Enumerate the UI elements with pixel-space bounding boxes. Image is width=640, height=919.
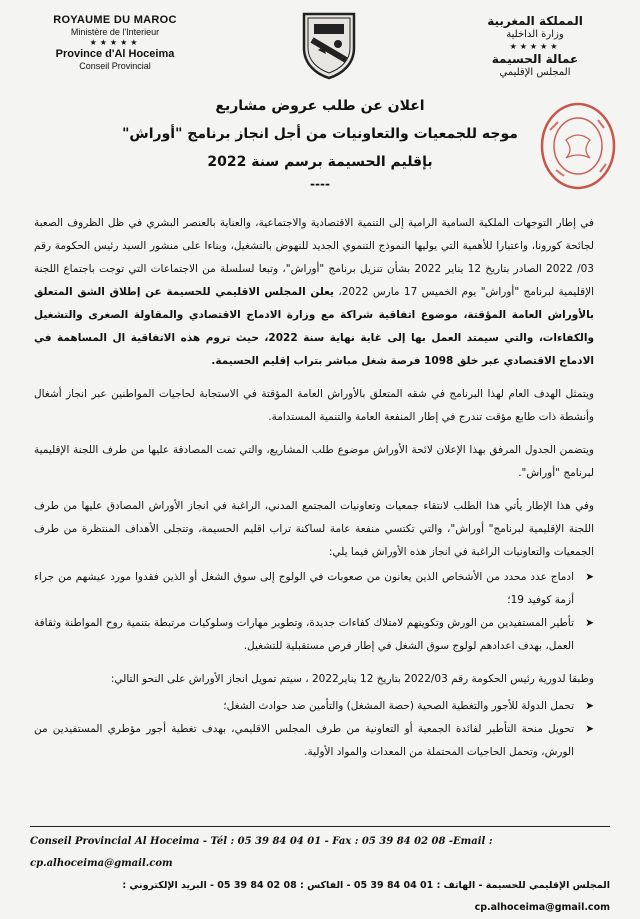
title-line-3: بإقليم الحسيمة برسم سنة 2022 [207, 154, 433, 170]
title-line-1: اعلان عن طلب عروض مشاريع [215, 98, 425, 114]
paragraph-1-normal: في إطار التوجهات الملكية السامية الرامية إلى التنمية الاقتصادية والاجتماعية، والعناية بالعنصر البشري في ظل الظروف الصعبة لجائحة كورونا، واعتبارا للأهمية التي يوليها النموذج التنموي الجديد للنهوض بالتشغيل، وبناءا على منشور السيد رئيس الحكومة رقم 03/ 2022 الصادر بتاريخ 12 يناير 2022 بشأن تنزيل برنامج "أوراش"، وتبعا لسلسلة من الاجتماعات التي توجت باجتماع اللجنة الإقليمية لبرنامج "أوراش" يوم الخميس 17 مارس 2022، [34, 217, 594, 298]
objectives-list [34, 566, 594, 658]
footer-line-french: Conseil Provincial Al Hoceima - Tél : 05 39 84 04 01 - Fax : 05 39 84 02 08 -Email : cp.alhoceima@gmail.com [30, 836, 493, 869]
paragraph-3: ويتضمن الجدول المرفق بهذا الإعلان لائحة الأوراش موضوع طلب المشاريع، والتي تمت المصادقة عليها من طرف اللجنة الإقليمية لبرنامج "أوراش". [34, 444, 594, 479]
footer-contact [30, 826, 610, 919]
list-item [34, 718, 594, 764]
list-item-text: تحمل الدولة للأجور والتغطية الصحية (حصة المشغل) والتأمين ضد حوادث الشغل؛ [223, 700, 574, 712]
arrow-icon: ➤ [585, 700, 594, 712]
title-line-2: موجه للجمعيات والتعاونيات من أجل انجاز برنامج "أوراش" [122, 126, 518, 142]
arrow-icon: ➤ [585, 571, 594, 583]
stars-fr: ★★★★★ [89, 37, 141, 47]
paragraph-4: وفي هذا الإطار يأتي هذا الطلب لانتقاء جمعيات وتعاونيات المجتمع المدني، الراغبة في انجاز الأوراش المصادق عليها من طرف اللجنة الإقليمية لبرنامج" أوراش"، والتي تكتسي منفعة عامة لساكنة تراب اقليم الحسيمة، وتتجلى الأهداف المنتظرة من طرف الجمعيات والتعاونيات الراغبة في انجاز هذه الأوراش فيما يلي: [34, 500, 594, 558]
ministry-fr: Ministère de l'Interieur [70, 27, 160, 38]
paragraph-1 [34, 212, 594, 373]
paragraph-2: ويتمثل الهدف العام لهذا البرنامج في شقه المتعلق بالأوراش العامة المؤقتة في الاستجابة لحاجيات المواطنين عبر انجاز أشغال وأنشطة ذات طابع مؤقت تندرج في إطار المنفعة العامة والتنمية المستدامة. [34, 388, 594, 423]
province-ar: عمالة الحسيمة [491, 51, 579, 66]
list-item-text: ادماج عدد محدد من الأشخاص الذين يعانون من صعوبات في الولوج إلى سوق الشغل أو الذين فقدوا مورد عيشهم من جراء أزمة كوفيد 19؛ [34, 571, 574, 606]
header-arabic [460, 14, 610, 79]
council-ar: المجلس الإقليمي [499, 66, 571, 78]
announcement-body [34, 212, 594, 764]
province-fr: Province d'Al Hoceima [55, 47, 175, 60]
paragraph-1-bold: يعلن المجلس الاقليمي للحسيمة عن إطلاق الشق المتعلق بالأوراش العامة المؤقتة، موضوع اتفاقية شراكة مع وزارة الادماج الاقتصادي والمقاولة الصغرى والتشغيل والكفاءات، والتي سيمتد العمل بها إلى غاية نهاية سنة 2022، حيث تروم هذه الاتفاقية ال المساهمة في الادماج الاقتصادي عبر خلق 1098 فرصة شغل مباشر بتراب إقليم الحسيمة. [34, 286, 594, 367]
coat-of-arms-icon [298, 10, 360, 80]
council-fr: Conseil Provincial [79, 60, 151, 71]
list-item [34, 612, 594, 658]
arrow-icon: ➤ [585, 723, 594, 735]
arrow-icon: ➤ [585, 617, 594, 629]
title-separator: ---- [310, 177, 330, 191]
list-item [34, 566, 594, 612]
list-item-text: تأطير المستفيدين من الورش وتكوينهم لامتلاك كفاءات جديدة، وتطوير مهارات وسلوكيات مرتبطة بتنمية روح المواطنة وثقافة العمل، بهدف اعدادهم لولوج سوق الشغل في إطار فرص مستقبلية للتشغيل. [34, 617, 574, 652]
kingdom-fr: ROYAUME DU MAROC [53, 14, 177, 26]
list-item-text: تحويل منحة التأطير لفائدة الجمعية أو التعاونية من طرف المجلس الاقليمي، بهدف تغطية أجور مؤطري المستفيدين من الورش، وتحمل الحاجيات المحتملة من المعدات والمواد الأولية. [34, 723, 574, 758]
funding-list [34, 695, 594, 764]
paragraph-5: وطبقا لدورية رئيس الحكومة رقم 2022/03 بتاريخ 12 يناير2022 ، سيتم تمويل انجاز الأوراش على النحو التالي: [110, 673, 594, 685]
ministry-ar: وزارة الداخلية [506, 29, 564, 40]
announcement-titles [90, 92, 550, 192]
header-french [30, 14, 200, 72]
list-item [34, 695, 594, 718]
stars-ar: ★★★★★ [509, 41, 561, 51]
official-stamp-icon [538, 100, 618, 192]
kingdom-ar: المملكة المغربية [487, 14, 583, 28]
footer-line-arabic: المجلس الإقليمي للحسيمة - الهاتف : 01 04 84 39 05 - الفاكس : 08 02 84 39 05 - البريد الإلكتروني : cp.alhoceima@gmail.com [122, 880, 610, 913]
